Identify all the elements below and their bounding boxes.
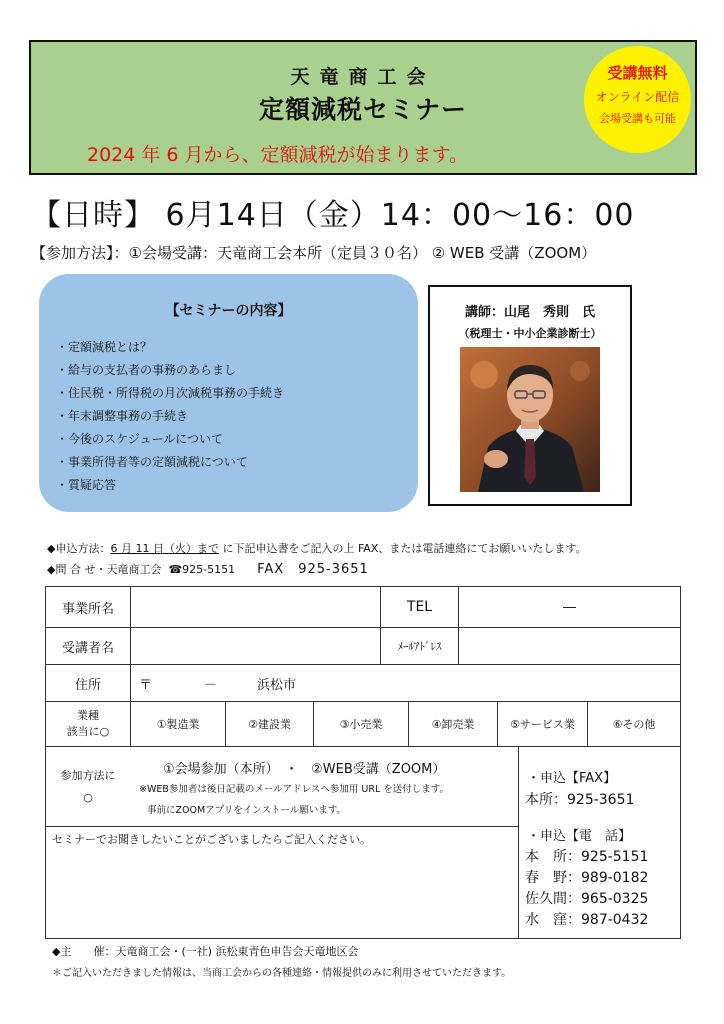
industry-label-line2: 該当に○: [66, 725, 110, 738]
contents-list: [56, 336, 284, 497]
form-line: [680, 586, 681, 939]
list-item: ・住民税・所得税の月次減税事務の手続き: [56, 386, 285, 400]
address-label: 住所: [74, 677, 101, 693]
industry-option-service[interactable]: ⑤サービス業: [510, 718, 575, 731]
badge-free-text: 受講無料: [607, 64, 668, 82]
contact-fax: FAX 925-3651: [257, 562, 369, 577]
datetime: 【日時】 6月14日（金）14：00～16：00: [31, 198, 635, 233]
email-field[interactable]: [459, 628, 680, 664]
badge-online-text: オンライン配信: [595, 90, 680, 104]
page-title: 定額減税セミナー: [258, 95, 467, 124]
phone-misakubo: 水 窪：987-0432: [525, 912, 649, 928]
contact-tel: ☎925-5151: [168, 563, 236, 576]
industry-option-wholesale[interactable]: ④卸売業: [431, 718, 475, 731]
questions-prompt: セミナーでお聞きしたいことがございましたらご記入ください。: [52, 833, 371, 846]
form-line: [45, 938, 681, 939]
industry-option-construction[interactable]: ②建設業: [248, 718, 291, 731]
list-item: ・給与の支払者の事務のあらまし: [56, 363, 237, 377]
list-item: ・今後のスケジュールについて: [56, 432, 224, 446]
list-item: ・質疑応答: [56, 478, 117, 492]
participation-label: [46, 747, 130, 826]
participation-label-line2: ○: [83, 790, 93, 804]
lecturer-photo: [460, 347, 600, 492]
apply-prefix: ◆申込方法：: [47, 542, 111, 555]
business-label: 事業所名: [61, 601, 114, 617]
list-item: ・定額減税とは？: [56, 340, 153, 354]
phone-honsho: 本 所：925-5151: [525, 849, 649, 865]
industry-label: [46, 702, 130, 746]
tel-field[interactable]: ―: [563, 599, 576, 615]
participation-options[interactable]: ①会場参加（本所） ・ ②WEB受講（ZOOM）: [163, 762, 446, 777]
fax-number: 本所：925-3651: [525, 792, 635, 808]
postal-mark: 〒: [139, 677, 153, 693]
apply-suffix: に下記申込書をご記入の上 FAX、または電話連絡にてお願いいたします。: [222, 542, 587, 555]
email-label: ﾒｰﾙｱﾄﾞﾚｽ: [397, 640, 442, 653]
industry-option-retail[interactable]: ③小売業: [339, 718, 383, 731]
free-badge: [584, 46, 691, 153]
contact-label: ◆問 合 せ・天竜商工会: [47, 563, 162, 576]
phone-heading: ・申込【電 話】: [527, 829, 632, 844]
phone-sakuma: 佐久間：965-0325: [525, 891, 649, 907]
industry-option-other[interactable]: ⑥その他: [612, 718, 656, 731]
tel-label: TEL: [406, 599, 433, 615]
business-name-field[interactable]: [131, 587, 380, 627]
postal-dash: －: [204, 677, 218, 693]
contact-info: [47, 558, 369, 577]
lecturer-card: [428, 285, 632, 506]
industry-label-line1: 業種: [77, 709, 99, 722]
lecturer-title: （税理士・中小企業診断士）: [458, 327, 602, 340]
sponsor-line: ◆主 催：天竜商工会・(一社) 浜松東青色申告会天竜地区会: [52, 945, 359, 958]
apply-contacts-panel: [519, 747, 680, 938]
web-note-1: ※WEB参加者は後日記載のメールアドレスへ参加用 URL を送付します。: [139, 784, 450, 795]
apply-deadline: 6 月 11 日（火）まで: [110, 542, 219, 555]
badge-venue-text: 会場受講も可能: [599, 112, 676, 125]
phone-haruno: 春 野：989-0182: [525, 870, 649, 886]
list-item: ・年末調整事務の手続き: [56, 409, 189, 423]
contents-heading: 【セミナーの内容】: [165, 303, 292, 319]
web-note-2: 事前にZOOMアプリをインストール願います。: [147, 805, 347, 816]
questions-field[interactable]: [46, 827, 518, 938]
seminar-contents-box: [39, 274, 418, 512]
industry-option-manufacturing[interactable]: ①製造業: [156, 718, 200, 731]
participation-method: 【参加方法】：①会場受講：天竜商工会本所（定員３０名） ② WEB 受講（ZOOM）: [31, 244, 597, 262]
city-text: 浜松市: [257, 677, 297, 693]
attendee-name-field[interactable]: [131, 628, 380, 664]
privacy-note: ＊ご記入いただきました情報は、当商工会からの各種連絡・情報提供のみに利用させていただきます。: [52, 968, 512, 979]
start-note: 2024 年 6 月から、定額減税が始まります。: [87, 144, 469, 166]
participation-label-line1: 参加方法に: [60, 768, 116, 782]
apply-instructions: [47, 540, 586, 556]
attendee-label: 受講者名: [61, 640, 114, 656]
org-name: 天竜商工会: [290, 66, 436, 88]
address-field[interactable]: [131, 665, 680, 701]
fax-heading: ・申込【FAX】: [527, 771, 617, 786]
lecturer-name: 講師：山尾 秀則 氏: [464, 305, 595, 320]
list-item: ・事業所得者等の定額減税について: [56, 455, 248, 469]
participation-choice[interactable]: [131, 747, 518, 826]
